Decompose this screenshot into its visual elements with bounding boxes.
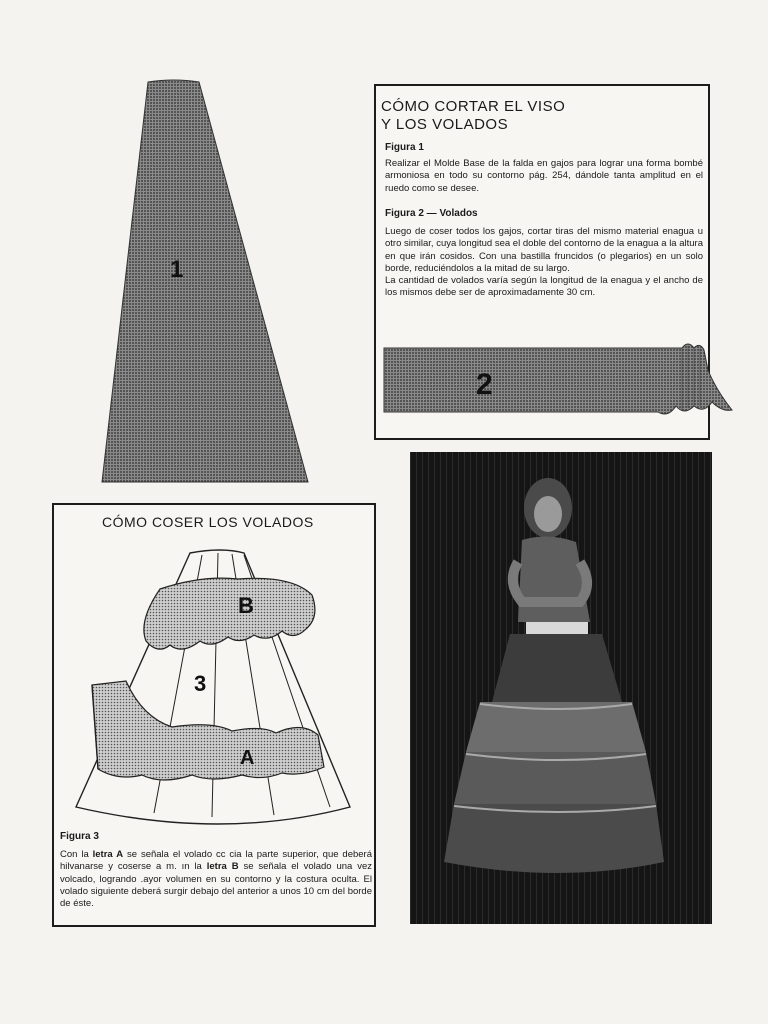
model-photo-image	[410, 452, 712, 924]
figure-2-label: Figura 2 — Volados	[385, 208, 478, 219]
ruffle-strip-illustration	[382, 340, 736, 420]
ruffle-strip-figure-2	[382, 340, 736, 420]
figure-2-text	[385, 226, 703, 300]
sewing-instructions-box	[52, 503, 376, 927]
figure-3-label: Figura 3	[60, 831, 99, 842]
ruffle-label-a: A	[240, 747, 255, 769]
figure-3-text	[60, 849, 372, 910]
model-photo	[410, 452, 712, 924]
figure-3-text-prefix: Con la	[60, 849, 93, 860]
ruffle-label-b: B	[238, 593, 254, 618]
figure-3-text-rest: se señala el volado una vez volcado, logrando .ayor volumen en su contorno y la costura oculta. El volado siguiente deberá surgir debajo del anterior a unos 10 cm del borde de éste.	[60, 861, 372, 910]
cutting-instructions-box	[374, 84, 710, 440]
figure-1-label: Figura 1	[385, 142, 424, 153]
figure-3-letter-a: letra A	[92, 849, 124, 860]
cutting-title-line1: CÓMO CORTAR EL VISO	[381, 98, 566, 115]
skirt-piece-illustration	[96, 78, 312, 488]
figure-3-letter-b: letra B	[206, 861, 239, 873]
skirt-piece-number: 1	[170, 256, 184, 283]
figure-1-text: Realizar el Molde Base de la falda en gajos para lograr una forma bombé armoniosa en todo su contorno pág. 254, dándole tanta amplitud en el ruedo como se desee.	[385, 158, 703, 194]
ruffled-skirt-illustration	[62, 545, 362, 835]
skirt-label-3: 3	[194, 671, 207, 696]
ruffled-skirt-figure-3	[62, 545, 362, 835]
figure-2-paragraph-1: Luego de coser todos los gajos, cortar tiras del mismo material enagua u otro similar, cuya longitud sea el doble del contorno de la enagua a la altura en que irán cosidos. Con una bastilla fruncidos (o plegarios) en un solo borde, reduciéndolos a la mitad de su largo.	[385, 226, 703, 274]
sewing-title: CÓMO COSER LOS VOLADOS	[102, 514, 314, 530]
strip-number: 2	[476, 368, 493, 401]
figure-3-text-mid: se señala el volado cc cia la parte superior, que deberá hilvanarse y coserse a m. ın la	[60, 849, 372, 873]
cutting-title-line2: Y LOS VOLADOS	[381, 116, 509, 133]
skirt-pattern-figure-1	[96, 78, 312, 488]
figure-2-paragraph-2: La cantidad de volados varía según la longitud de la enagua y el ancho de los mismos debe ser de aproximadamente 30 cm.	[385, 275, 703, 299]
